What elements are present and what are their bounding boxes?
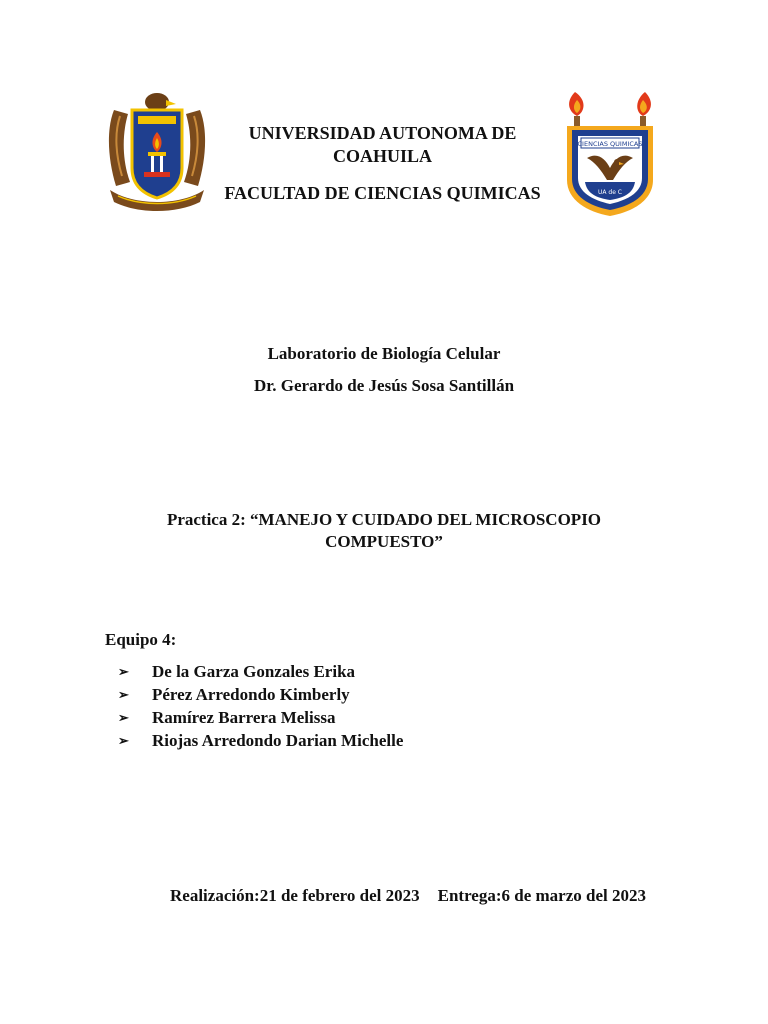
list-item xyxy=(118,706,403,729)
arrow-bullet-icon: ➢ xyxy=(118,710,129,725)
member-name: Ramírez Barrera Melissa xyxy=(152,708,336,727)
arrow-bullet-icon: ➢ xyxy=(118,733,129,748)
lab-name: Laboratorio de Biología Celular xyxy=(267,344,501,363)
course-info xyxy=(0,343,768,397)
dates-line xyxy=(170,886,646,906)
university-eagle-crest-icon xyxy=(104,90,210,216)
practice-title: Practica 2: “MANEJO Y CUIDADO DEL MICROSCOPIO COMPUESTO” xyxy=(166,510,602,551)
delivery-date: Entrega:6 de marzo del 2023 xyxy=(437,886,646,905)
teacher-name: Dr. Gerardo de Jesús Sosa Santillán xyxy=(253,376,515,395)
shield-banner-text: CIENCIAS QUIMICAS xyxy=(577,140,643,148)
list-item xyxy=(118,729,403,752)
arrow-bullet-icon: ➢ xyxy=(118,687,129,702)
list-item xyxy=(118,660,403,683)
institution-header xyxy=(210,122,555,205)
shield-motto-text: UA de C xyxy=(598,189,622,196)
university-name: UNIVERSIDAD AUTONOMA DE COAHUILA xyxy=(248,123,517,166)
member-name: De la Garza Gonzales Erika xyxy=(152,662,356,681)
arrow-bullet-icon: ➢ xyxy=(118,664,129,679)
member-name: Riojas Arredondo Darian Michelle xyxy=(152,731,404,750)
member-name: Pérez Arredondo Kimberly xyxy=(152,685,350,704)
team-title: Equipo 4: xyxy=(105,630,177,649)
faculty-name: FACULTAD DE CIENCIAS QUIMICAS xyxy=(224,183,541,203)
team-member-list xyxy=(118,660,403,752)
realization-date: Realización:21 de febrero del 2023 xyxy=(170,886,420,905)
ciencias-quimicas-shield-icon xyxy=(561,88,659,218)
list-item xyxy=(118,683,403,706)
